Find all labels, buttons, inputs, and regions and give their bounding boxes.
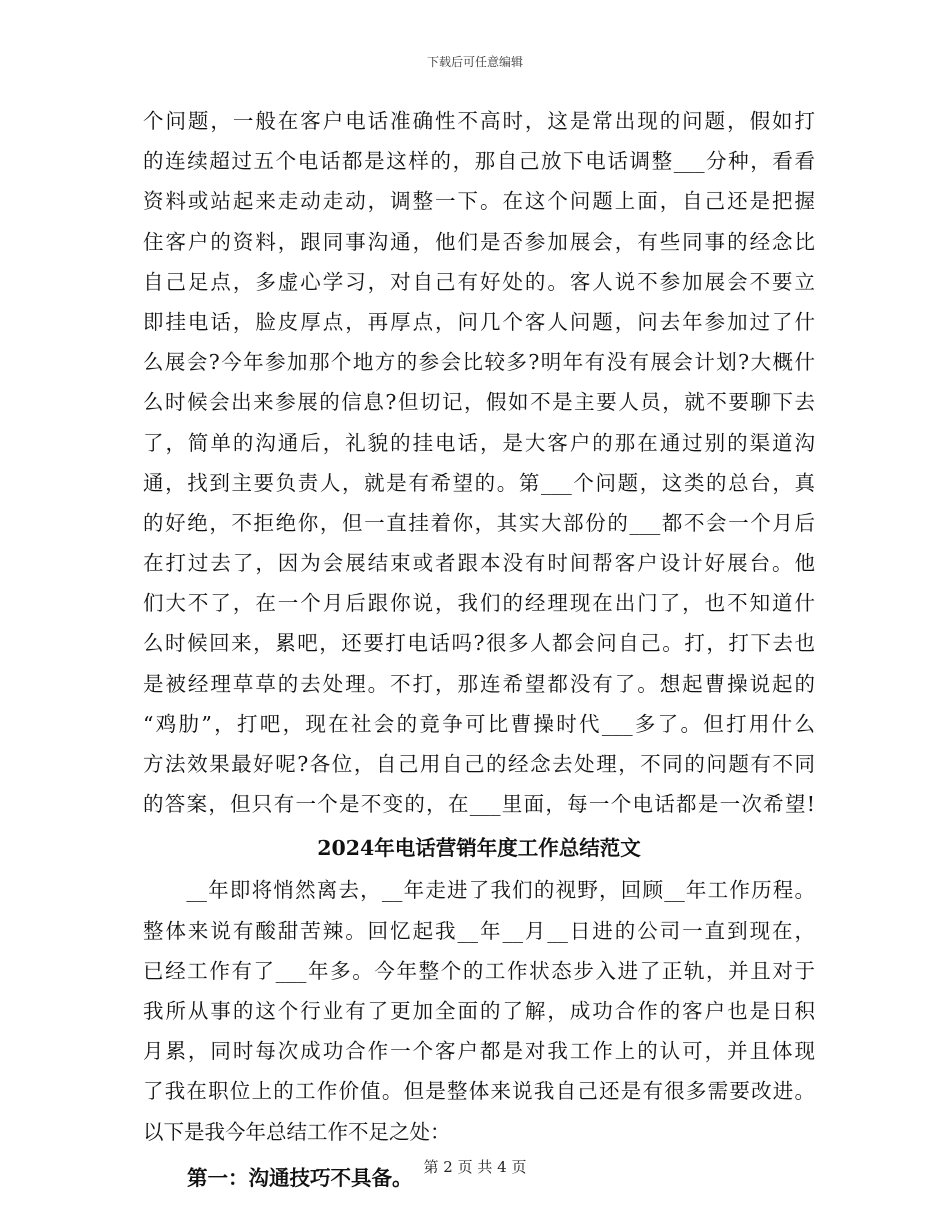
paragraph-2 bbox=[143, 870, 815, 1151]
section-title: 2024年电话营销年度工作总结范文 bbox=[317, 836, 641, 861]
subheading: 第一：沟通技巧不具备。 bbox=[187, 1165, 413, 1190]
text-line: 通，找到主要负责人，就是有希望的。第___个问题，这类的总台，真 bbox=[143, 470, 815, 495]
page-footer: 第 2 页 共 4 页 bbox=[423, 1158, 527, 1176]
text-line: 方法效果最好呢?各位，自己用自己的经念去处理，不同的问题有不同 bbox=[143, 752, 815, 776]
text-line: __年即将悄然离去，__年走进了我们的视野，回顾__年工作历程。 bbox=[143, 878, 815, 903]
text-line: 的好绝，不拒绝你，但一直挂着你，其实大部份的___都不会一个月后 bbox=[143, 510, 815, 535]
text-line: 们大不了，在一个月后跟你说，我们的经理现在出门了，也不知道什 bbox=[143, 591, 815, 616]
text-line: 的答案，但只有一个是不变的，在___里面，每一个电话都是一次希望! bbox=[143, 792, 815, 817]
document-body bbox=[143, 101, 815, 1198]
text-line: 整体来说有酸甜苦辣。回忆起我__年__月__日进的公司一直到现在， bbox=[143, 918, 815, 943]
text-line: 么时候回来，累吧，还要打电话吗?很多人都会问自己。打，打下去也 bbox=[143, 631, 815, 656]
text-line: 住客户的资料，跟同事沟通，他们是否参加展会，有些同事的经念比 bbox=[143, 229, 815, 254]
text-line: 了，简单的沟通后，礼貌的挂电话，是大客户的那在通过别的渠道沟 bbox=[143, 430, 815, 455]
text-line: 么时候会出来参展的信息?但切记，假如不是主要人员，就不要聊下去 bbox=[143, 390, 815, 415]
text-line: 以下是我今年总结工作不足之处： bbox=[143, 1119, 451, 1144]
text-line: 了我在职位上的工作价值。但是整体来说我自己还是有很多需要改进。 bbox=[143, 1079, 815, 1104]
page-header: 下载后可任意编辑 bbox=[426, 55, 523, 69]
text-line: 我所从事的这个行业有了更加全面的了解，成功合作的客户也是日积 bbox=[143, 998, 815, 1023]
text-line: 资料或站起来走动走动，调整一下。在这个问题上面，自己还是把握 bbox=[143, 189, 815, 214]
text-line: 月累，同时每次成功合作一个客户都是对我工作上的认可，并且体现 bbox=[143, 1039, 815, 1064]
text-line: 的连续超过五个电话都是这样的，那自己放下电话调整___分种，看看 bbox=[143, 149, 815, 174]
text-line: “鸡肋”，打吧，现在社会的竟争可比曹操时代___多了。但打用什么 bbox=[143, 711, 815, 736]
text-line: 自己足点，多虚心学习，对自己有好处的。客人说不参加展会不要立 bbox=[143, 269, 815, 294]
text-line: 么展会?今年参加那个地方的参会比较多?明年有没有展会计划?大概什 bbox=[143, 350, 815, 375]
text-line: 已经工作有了___年多。今年整个的工作状态步入进了正轨，并且对于 bbox=[143, 958, 815, 983]
paragraph-1 bbox=[143, 101, 815, 824]
text-line: 个问题，一般在客户电话准确性不高时，这是常出现的问题，假如打 bbox=[143, 109, 815, 133]
text-line: 即挂电话，脸皮厚点，再厚点，问几个客人问题，问去年参加过了什 bbox=[143, 309, 815, 334]
text-line: 在打过去了，因为会展结束或者跟本没有时间帮客户设计好展台。他 bbox=[143, 551, 815, 576]
text-line: 是被经理草草的去处理。不打，那连希望都没有了。想起曹操说起的 bbox=[143, 671, 815, 696]
